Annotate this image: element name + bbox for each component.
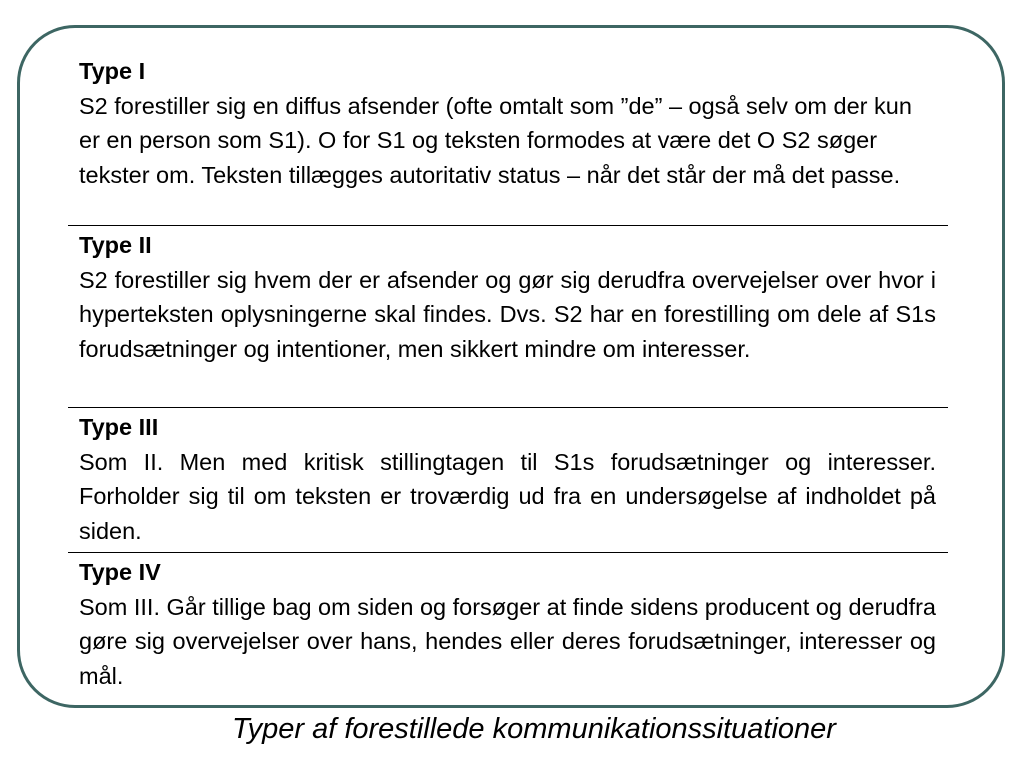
table-row-type-4 xyxy=(68,553,948,703)
row-text: Som II. Men med kritisk stillingtagen til S1s forudsætninger og interesser. Forholder sig til om teksten er troværdig ud fra en undersøgelse af indholdet på siden. xyxy=(79,448,936,544)
row-heading: Type III xyxy=(79,414,159,440)
table-row-type-1 xyxy=(68,52,948,226)
row-text: Som III. Går tillige bag om siden og forsøger at finde sidens producent og derudfra gøre sig overvejelser over hans, hendes eller deres forudsætninger, interesser og mål. xyxy=(79,593,936,689)
types-table xyxy=(68,52,948,703)
row-text: S2 forestiller sig hvem der er afsender og gør sig derudfra overvejelser over hvor i hyperteksten oplysningerne skal findes. Dvs. S2 har en forestilling om dele af S1s forudsætninger og intentioner, men sikkert mindre om interesser. xyxy=(79,266,936,362)
row-text: S2 forestiller sig en diffus afsender (ofte omtalt som ”de” – også selv om der kun er en person som S1). O for S1 og teksten formodes at være det O S2 søger tekster om. Teksten tillægges autoritativ status – når det står der må det passe. xyxy=(79,92,912,188)
table-row-type-3 xyxy=(68,408,948,553)
row-heading: Type I xyxy=(79,58,146,84)
row-heading: Type II xyxy=(79,232,152,258)
row-heading: Type IV xyxy=(79,559,161,585)
slide-caption: Typer af forestillede kommunikationssituationer xyxy=(232,713,836,745)
table-row-type-2 xyxy=(68,226,948,408)
